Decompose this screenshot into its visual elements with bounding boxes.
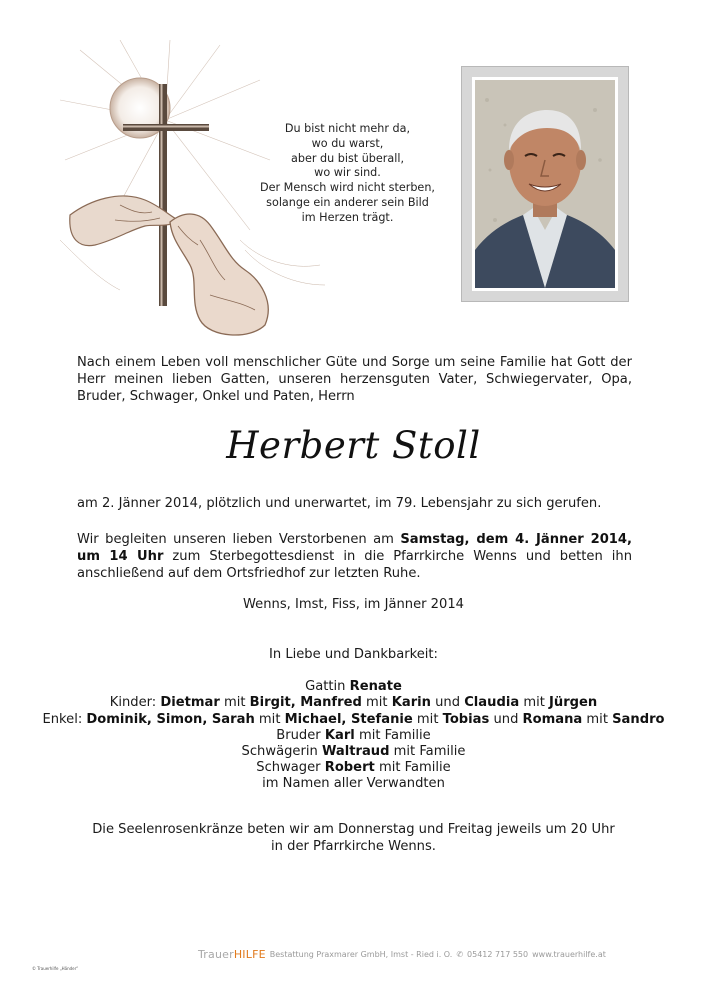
brand-name bbox=[198, 948, 266, 961]
relation-label: Enkel: bbox=[42, 711, 87, 727]
mourner-name: Robert bbox=[324, 760, 375, 776]
portrait-mat bbox=[472, 77, 618, 291]
relation-label: Schwager bbox=[256, 760, 325, 776]
poem-line: Du bist nicht mehr da, bbox=[284, 122, 411, 135]
relation-label: Schwägerin bbox=[241, 744, 322, 760]
poem-line: wo du warst, bbox=[311, 136, 384, 150]
phone-icon: ✆ bbox=[456, 949, 464, 959]
rosary-line: in der Pfarrkirche Wenns. bbox=[271, 839, 436, 854]
funeral-date: Samstag, dem 4. Jänner 2014, um 14 Uhr bbox=[77, 532, 632, 564]
connector: mit Familie bbox=[354, 727, 431, 743]
connector: mit Familie bbox=[374, 760, 451, 776]
brand-part: HILFE bbox=[233, 947, 266, 961]
connector: mit bbox=[254, 711, 285, 727]
mourner-name: Sandro bbox=[612, 711, 665, 727]
footer bbox=[194, 947, 606, 961]
mourner-line-relatives: im Namen aller Verwandten bbox=[262, 776, 445, 792]
mourner-name: Dominik, Simon, Sarah bbox=[86, 711, 255, 727]
mourner-name: Karin bbox=[391, 695, 431, 711]
poem-line: aber du bist überall, bbox=[290, 151, 405, 165]
website-link[interactable]: www.trauerhilfe.at bbox=[532, 949, 606, 959]
poem-line: Der Mensch wird nicht sterben, bbox=[260, 181, 435, 195]
connector: mit bbox=[519, 695, 550, 711]
portrait-frame bbox=[461, 66, 629, 302]
connector: mit bbox=[582, 711, 613, 727]
mourner-line-brother-in-law bbox=[0, 760, 707, 776]
funeral-text: zum Sterbegottesdienst in die Pfarrkirche Wenns und betten ihn anschließend auf dem Ortsfriedhof zur letzten Ruhe. bbox=[77, 549, 633, 581]
mourner-name: Waltraud bbox=[321, 744, 390, 760]
portrait-photo bbox=[475, 80, 615, 288]
brand-part: Trauer bbox=[198, 947, 234, 961]
relation-label: Gattin bbox=[305, 679, 350, 695]
mourner-line-grandchildren bbox=[0, 712, 707, 728]
poem-line: im Herzen trägt. bbox=[301, 210, 394, 224]
connector: mit bbox=[361, 695, 392, 711]
rosary-info bbox=[0, 821, 707, 855]
funeral-info bbox=[77, 531, 632, 582]
mourner-name: Renate bbox=[349, 679, 402, 695]
mourner-name: Tobias bbox=[442, 711, 490, 727]
funeral-text: Wir begleiten unseren lieben Verstorbenen am bbox=[77, 532, 401, 547]
death-statement: am 2. Jänner 2014, plötzlich und unerwartet, im 79. Lebensjahr zu sich gerufen. bbox=[77, 496, 602, 511]
mourner-name: Dietmar bbox=[160, 695, 220, 711]
mourners-list bbox=[0, 647, 707, 793]
place-date: Wenns, Imst, Fiss, im Jänner 2014 bbox=[242, 597, 465, 612]
intro-text: Nach einem Leben voll menschlicher Güte und Sorge um seine Familie hat Gott der Herr meinen lieben Gatten, unseren herzensguten Vater, Schwiegervater, Opa, Bruder, Schwager, Onkel und Paten, Herrn bbox=[77, 355, 632, 404]
mourner-line-wife bbox=[0, 679, 707, 695]
poem-line: solange ein anderer sein Bild bbox=[266, 195, 429, 209]
mourner-name: Romana bbox=[522, 711, 583, 727]
phone-number: 05412 717 550 bbox=[467, 949, 529, 959]
mourners-heading: In Liebe und Dankbarkeit: bbox=[269, 647, 438, 662]
company-name: Bestattung Praxmarer GmbH, Imst - Ried i. O. bbox=[269, 949, 453, 959]
mourner-name: Karl bbox=[324, 727, 355, 743]
connector: mit bbox=[412, 711, 443, 727]
relation-label: Kinder: bbox=[109, 695, 161, 711]
connector: mit Familie bbox=[389, 744, 466, 760]
poem bbox=[245, 122, 450, 226]
connector: und bbox=[489, 711, 523, 727]
copyright-note: © Trauerhilfe „Händer“ bbox=[32, 966, 79, 971]
rosary-line: Die Seelenrosenkränze beten wir am Donnerstag und Freitag jeweils um 20 Uhr bbox=[92, 822, 615, 837]
poem-line: wo wir sind. bbox=[314, 166, 381, 180]
mourner-line-children bbox=[0, 695, 707, 711]
mourner-name: Jürgen bbox=[549, 695, 598, 711]
mourner-name: Birgit, Manfred bbox=[249, 695, 362, 711]
deceased-name: Herbert Stoll bbox=[226, 424, 481, 467]
mourner-name: Claudia bbox=[464, 695, 520, 711]
mourner-name: Michael, Stefanie bbox=[284, 711, 413, 727]
relation-label: Bruder bbox=[276, 727, 325, 743]
mourner-line-sister-in-law bbox=[0, 744, 707, 760]
connector: und bbox=[430, 695, 465, 711]
mourner-line-brother bbox=[0, 728, 707, 744]
connector: mit bbox=[219, 695, 250, 711]
